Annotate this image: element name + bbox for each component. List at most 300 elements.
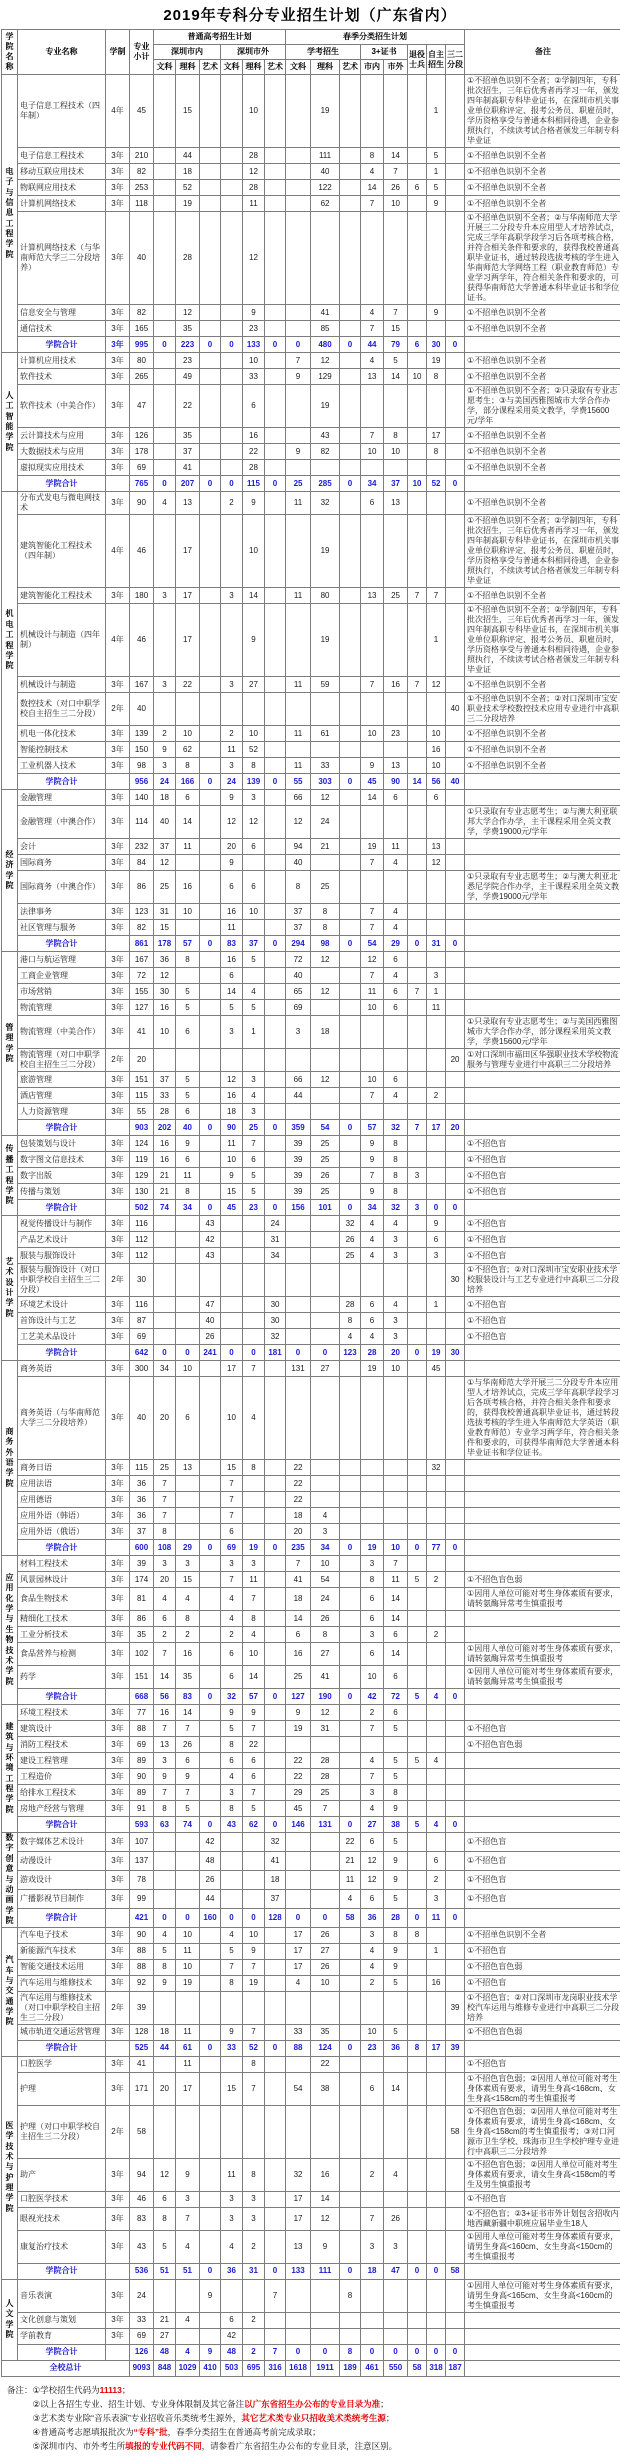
plan-cell: 7: [154, 1492, 176, 1508]
plan-cell: 45: [286, 1801, 311, 1817]
plan-cell: 12: [243, 806, 265, 839]
plan-cell: 6: [384, 1000, 408, 1016]
subtotal-cell: 87: [130, 1313, 154, 1329]
remark-cell: ①因用人单位可能对考生身体素质有要求，请转氨酶异常考生慎重报考: [465, 1643, 620, 1666]
table-row: [2, 968, 620, 984]
plan-cell: 111: [311, 148, 340, 164]
plan-cell: 9: [221, 1168, 243, 1184]
major-name: 电子信息工程技术: [18, 148, 106, 164]
plan-cell: 5: [154, 2230, 176, 2263]
years-cell: 3年: [106, 1248, 130, 1264]
plan-cell: 0: [408, 1908, 427, 1927]
plan-cell: 3: [427, 1248, 446, 1264]
table-row: [2, 677, 620, 693]
plan-cell: 5: [384, 2024, 408, 2040]
years-cell: [106, 1540, 130, 1556]
subtotal-cell: 167: [130, 952, 154, 968]
plan-cell: [265, 1492, 286, 1508]
years-cell: 3年: [106, 2191, 130, 2207]
years-cell: 3年: [106, 1460, 130, 1476]
subtotal-cell: 24: [130, 2279, 154, 2312]
plan-cell: 10: [243, 1927, 265, 1943]
plan-cell: [200, 444, 221, 460]
plan-cell: [427, 492, 446, 515]
plan-cell: [361, 2105, 384, 2158]
major-name: 护理: [18, 2072, 106, 2105]
plan-cell: [384, 1991, 408, 2024]
plan-cell: 6: [427, 1232, 446, 1248]
plan-cell: 1: [427, 604, 446, 677]
plan-cell: [265, 1088, 286, 1104]
plan-cell: [176, 1870, 200, 1889]
remark-cell: [465, 920, 620, 936]
major-name: 法律事务: [18, 904, 106, 920]
plan-cell: 8: [221, 1801, 243, 1817]
plan-cell: [200, 1611, 221, 1627]
plan-cell: 19: [311, 385, 340, 428]
remark-cell: ①只录取有专业志愿考生；②与澳大利亚北悉尼学院合作办学，主干课程采用全英文教学，学费19000元/学年: [465, 871, 620, 904]
table-header: [2, 30, 620, 75]
plan-cell: [408, 1588, 427, 1611]
plan-cell: 9: [243, 1705, 265, 1721]
plan-cell: [265, 952, 286, 968]
plan-cell: 11: [221, 2158, 243, 2191]
remark-cell: [465, 1460, 620, 1476]
header-major: 专业名称: [18, 30, 106, 75]
plan-cell: 5: [176, 1072, 200, 1088]
remark-cell: ①对口深圳市福田区华强职业技术学校物流服务与管理专业进行中高职三二分段培养: [465, 1049, 620, 1072]
plan-cell: 37: [154, 839, 176, 855]
plan-cell: 4: [243, 1088, 265, 1104]
plan-cell: 25: [311, 1136, 340, 1152]
plan-cell: 7: [408, 1120, 427, 1136]
plan-cell: 20: [446, 1120, 465, 1136]
plan-cell: 6: [361, 1643, 384, 1666]
plan-cell: [286, 1049, 311, 1072]
years-cell: 2年: [106, 1049, 130, 1072]
plan-cell: [446, 2279, 465, 2312]
plan-cell: [265, 1705, 286, 1721]
plan-cell: [408, 1975, 427, 1991]
plan-cell: [340, 758, 361, 774]
years-cell: [106, 2040, 130, 2056]
plan-cell: [340, 2230, 361, 2263]
plan-cell: [311, 1329, 340, 1345]
major-name: 数字图文信息技术: [18, 1152, 106, 1168]
subtotal-cell: 127: [130, 1000, 154, 1016]
subtotal-cell: 77: [130, 1705, 154, 1721]
header-self-enroll: 自主招生: [427, 45, 446, 75]
plan-cell: [265, 1959, 286, 1975]
plan-cell: [265, 2207, 286, 2230]
plan-cell: [340, 148, 361, 164]
plan-cell: [311, 1870, 340, 1889]
plan-cell: [176, 1329, 200, 1345]
major-name: 物流管理: [18, 1000, 106, 1016]
plan-cell: 7: [154, 1643, 176, 1666]
remark-cell: [465, 904, 620, 920]
plan-cell: 25: [243, 1120, 265, 1136]
plan-cell: 35: [176, 321, 200, 337]
plan-cell: [265, 742, 286, 758]
plan-cell: [154, 1248, 176, 1264]
plan-cell: 15: [221, 1184, 243, 1200]
years-cell: 3年: [106, 1524, 130, 1540]
plan-cell: 9: [286, 369, 311, 385]
plan-cell: 10: [408, 369, 427, 385]
plan-cell: 9: [384, 1870, 408, 1889]
plan-cell: 0: [340, 337, 361, 353]
years-cell: 3年: [106, 742, 130, 758]
remark-cell: ①不招色盲色弱: [465, 2024, 620, 2040]
plan-cell: 8: [154, 1959, 176, 1975]
plan-cell: 0: [311, 1345, 340, 1361]
subtotal-cell: 43: [130, 2230, 154, 2263]
table-row: [2, 1643, 620, 1666]
plan-cell: 2: [361, 2158, 384, 2191]
table-row: [2, 385, 620, 428]
plan-cell: 5: [243, 1184, 265, 1200]
plan-cell: [200, 1377, 221, 1460]
plan-cell: 16: [154, 1000, 176, 1016]
years-cell: 3年: [106, 2072, 130, 2105]
remark-cell: [465, 1540, 620, 1556]
table-row: [2, 444, 620, 460]
plan-cell: 359: [286, 1120, 311, 1136]
plan-cell: 14: [384, 2072, 408, 2105]
subtotal-cell: 151: [130, 1072, 154, 1088]
plan-cell: [154, 1232, 176, 1248]
plan-cell: [221, 1870, 243, 1889]
plan-cell: 28: [154, 1104, 176, 1120]
major-name: 食品营养与检测: [18, 1643, 106, 1666]
plan-cell: 3: [427, 968, 446, 984]
plan-cell: 7: [408, 677, 427, 693]
plan-cell: [446, 1136, 465, 1152]
plan-cell: [221, 1216, 243, 1232]
table-row: [2, 2191, 620, 2207]
plan-cell: [200, 1705, 221, 1721]
remark-cell: [465, 2344, 620, 2360]
plan-cell: [265, 385, 286, 428]
remark-cell: ①不招色盲: [465, 2191, 620, 2207]
plan-cell: [408, 1136, 427, 1152]
table-row: [2, 1248, 620, 1264]
plan-cell: [446, 1889, 465, 1908]
college-total-label: 学院合计: [18, 1689, 106, 1705]
remark-cell: ①不招单色识别不全者: [465, 444, 620, 460]
plan-cell: 0: [221, 476, 243, 492]
plan-cell: [200, 1943, 221, 1959]
subtotal-cell: 36: [130, 1508, 154, 1524]
plan-cell: [384, 2191, 408, 2207]
plan-cell: 4: [221, 2230, 243, 2263]
plan-cell: [243, 2105, 265, 2158]
plan-cell: [311, 1216, 340, 1232]
college-name: 机电工程学院: [2, 492, 18, 790]
plan-cell: 30: [265, 1313, 286, 1329]
major-name: 音乐表演: [18, 2279, 106, 2312]
plan-cell: 4: [361, 1943, 384, 1959]
subtotal-cell: 99: [130, 1889, 154, 1908]
header-college: 学院名称: [2, 30, 18, 75]
plan-cell: [408, 1508, 427, 1524]
plan-cell: [446, 758, 465, 774]
plan-cell: 49: [176, 369, 200, 385]
plan-cell: [221, 305, 243, 321]
plan-cell: [408, 515, 427, 588]
plan-cell: [265, 515, 286, 588]
plan-cell: [408, 492, 427, 515]
plan-cell: 4: [154, 492, 176, 515]
plan-cell: 26: [311, 1927, 340, 1943]
major-name: 计算机应用技术: [18, 353, 106, 369]
plan-cell: [408, 1959, 427, 1975]
table-row: [2, 212, 620, 305]
plan-cell: 6: [243, 1769, 265, 1785]
plan-cell: [176, 1297, 200, 1313]
plan-cell: 41: [311, 1666, 340, 1689]
major-name: 商务英语（与华南师范大学三二分段培养）: [18, 1377, 106, 1460]
plan-cell: [408, 1737, 427, 1753]
plan-cell: [427, 1377, 446, 1460]
plan-cell: 18: [154, 790, 176, 806]
remark-cell: ①不招单色识别不全者: [465, 321, 620, 337]
plan-cell: [286, 1377, 311, 1460]
major-name: 建筑设计: [18, 1721, 106, 1737]
remark-cell: [465, 855, 620, 871]
plan-cell: 9: [221, 790, 243, 806]
plan-cell: [340, 212, 361, 305]
plan-cell: [286, 385, 311, 428]
remark-cell: [465, 2040, 620, 2056]
years-cell: 3年: [106, 2328, 130, 2344]
subtotal-cell: 253: [130, 180, 154, 196]
plan-cell: 9: [427, 305, 446, 321]
major-name: 工业机器人技术: [18, 758, 106, 774]
plan-cell: 17: [286, 1959, 311, 1975]
plan-cell: [427, 2207, 446, 2230]
plan-cell: [286, 1329, 311, 1345]
plan-cell: 12: [361, 1851, 384, 1870]
plan-cell: 108: [154, 1540, 176, 1556]
plan-cell: 8: [286, 871, 311, 904]
plan-cell: [446, 1833, 465, 1852]
header-veteran: 退役士兵: [408, 45, 427, 75]
plan-cell: [221, 164, 243, 180]
plan-cell: 41: [176, 460, 200, 476]
plan-cell: 3: [221, 2191, 243, 2207]
plan-cell: [286, 1851, 311, 1870]
plan-cell: [200, 1168, 221, 1184]
plan-cell: 0: [154, 337, 176, 353]
plan-cell: [200, 1492, 221, 1508]
plan-cell: [427, 1801, 446, 1817]
plan-cell: [243, 855, 265, 871]
plan-cell: 4: [361, 353, 384, 369]
subtotal-cell: 102: [130, 1643, 154, 1666]
subtotal-cell: 90: [130, 1927, 154, 1943]
major-name: 护理（对口中职学校自主招生三二分段）: [18, 2105, 106, 2158]
plan-cell: 4: [154, 1588, 176, 1611]
plan-cell: 19: [243, 1975, 265, 1991]
subtotal-cell: 88: [130, 1943, 154, 1959]
remark-cell: [465, 1000, 620, 1016]
plan-cell: 7: [243, 1361, 265, 1377]
remark-cell: [465, 2312, 620, 2328]
major-name: 国际商务: [18, 855, 106, 871]
plan-cell: [265, 1524, 286, 1540]
major-name: 通信技术: [18, 321, 106, 337]
plan-cell: [361, 806, 384, 839]
plan-cell: 0: [446, 476, 465, 492]
plan-cell: 33: [243, 369, 265, 385]
plan-cell: [446, 1104, 465, 1120]
remark-cell: ①不招单色识别不全者: [465, 726, 620, 742]
major-name: 广播影视节目制作: [18, 1889, 106, 1908]
plan-cell: 3: [221, 1016, 243, 1049]
subtotal-cell: 128: [130, 2024, 154, 2040]
subtotal-cell: 46: [130, 515, 154, 588]
plan-cell: 7: [361, 1721, 384, 1737]
remark-cell: [465, 968, 620, 984]
plan-cell: 14: [311, 2191, 340, 2207]
plan-cell: 61: [311, 726, 340, 742]
years-cell: [106, 476, 130, 492]
plan-cell: 51: [154, 2263, 176, 2279]
years-cell: 3年: [106, 1627, 130, 1643]
plan-cell: 25: [384, 588, 408, 604]
subtotal-cell: 46: [130, 604, 154, 677]
plan-cell: [340, 2072, 361, 2105]
plan-cell: 6: [286, 1627, 311, 1643]
plan-cell: 28: [243, 148, 265, 164]
plan-cell: [384, 2328, 408, 2344]
years-cell: 3年: [106, 1721, 130, 1737]
subtotal-cell: 174: [130, 1572, 154, 1588]
plan-cell: [427, 1072, 446, 1088]
plan-cell: 303: [311, 774, 340, 790]
table-row: [2, 1216, 620, 1232]
plan-cell: 8: [408, 1927, 427, 1943]
plan-cell: 47: [384, 2263, 408, 2279]
plan-cell: 4: [384, 1088, 408, 1104]
plan-cell: 0: [311, 1908, 340, 1927]
plan-cell: [446, 2158, 465, 2191]
plan-cell: 10: [427, 726, 446, 742]
plan-cell: [176, 855, 200, 871]
plan-cell: 26: [311, 1168, 340, 1184]
plan-cell: 16: [176, 871, 200, 904]
table-row: [2, 1104, 620, 1120]
plan-cell: 88: [286, 2040, 311, 2056]
college-name: 人文学院: [2, 2279, 18, 2360]
plan-cell: [265, 726, 286, 742]
college-total-row: [2, 1345, 620, 1361]
plan-cell: 6: [243, 385, 265, 428]
plan-cell: 0: [265, 1120, 286, 1136]
plan-cell: [408, 1072, 427, 1088]
plan-cell: [446, 180, 465, 196]
header-shenzhen-outside: 深圳市外: [221, 45, 286, 60]
plan-cell: [361, 1508, 384, 1524]
plan-cell: [265, 1611, 286, 1627]
plan-cell: [200, 855, 221, 871]
plan-cell: 58: [408, 2360, 427, 2376]
plan-cell: 37: [176, 444, 200, 460]
plan-cell: [408, 305, 427, 321]
plan-cell: [408, 1705, 427, 1721]
plan-cell: [200, 1666, 221, 1689]
plan-cell: 7: [361, 428, 384, 444]
years-cell: 3年: [106, 2279, 130, 2312]
plan-cell: [200, 790, 221, 806]
plan-cell: 7: [154, 1476, 176, 1492]
plan-cell: 3: [361, 1556, 384, 1572]
plan-cell: [286, 148, 311, 164]
plan-cell: [311, 1088, 340, 1104]
plan-cell: [361, 693, 384, 726]
table-row: [2, 353, 620, 369]
plan-cell: 4: [221, 1611, 243, 1627]
plan-cell: 6: [361, 492, 384, 515]
plan-cell: 503: [221, 2360, 243, 2376]
table-row: [2, 1152, 620, 1168]
plan-cell: 7: [154, 1721, 176, 1737]
plan-cell: [176, 1492, 200, 1508]
plan-cell: 21: [154, 2312, 176, 2328]
plan-cell: [384, 1492, 408, 1508]
plan-cell: [221, 1833, 243, 1852]
college-name: 汽车与交通学院: [2, 1927, 18, 2056]
plan-cell: 4: [361, 1753, 384, 1769]
table-row: [2, 2158, 620, 2191]
plan-cell: 15: [176, 1572, 200, 1588]
plan-cell: [200, 2191, 221, 2207]
plan-cell: [200, 1588, 221, 1611]
plan-cell: 6: [176, 1104, 200, 1120]
plan-cell: 7: [361, 1088, 384, 1104]
plan-cell: [384, 1016, 408, 1049]
remark-cell: ①不招色盲: [465, 1216, 620, 1232]
plan-cell: 6: [243, 839, 265, 855]
plan-cell: [446, 1556, 465, 1572]
plan-cell: [427, 212, 446, 305]
plan-cell: 13: [176, 1460, 200, 1476]
plan-cell: [446, 1943, 465, 1959]
plan-cell: [340, 1000, 361, 1016]
plan-cell: [361, 515, 384, 588]
table-row: [2, 1377, 620, 1460]
subtotal-cell: 30: [130, 1264, 154, 1297]
plan-cell: [265, 1136, 286, 1152]
plan-cell: 7: [243, 1959, 265, 1975]
plan-cell: 28: [311, 1753, 340, 1769]
plan-cell: [446, 428, 465, 444]
plan-cell: [408, 726, 427, 742]
plan-cell: 32: [340, 1216, 361, 1232]
plan-cell: 40: [286, 855, 311, 871]
plan-cell: [311, 1000, 340, 1016]
major-name: 国际商务（中澳合作）: [18, 871, 106, 904]
plan-cell: [408, 1611, 427, 1627]
plan-cell: 41: [265, 1851, 286, 1870]
years-cell: 3年: [106, 1870, 130, 1889]
plan-cell: [265, 2230, 286, 2263]
footnote-line: [33, 2411, 617, 2425]
plan-cell: 223: [176, 337, 200, 353]
plan-cell: 32: [265, 1833, 286, 1852]
